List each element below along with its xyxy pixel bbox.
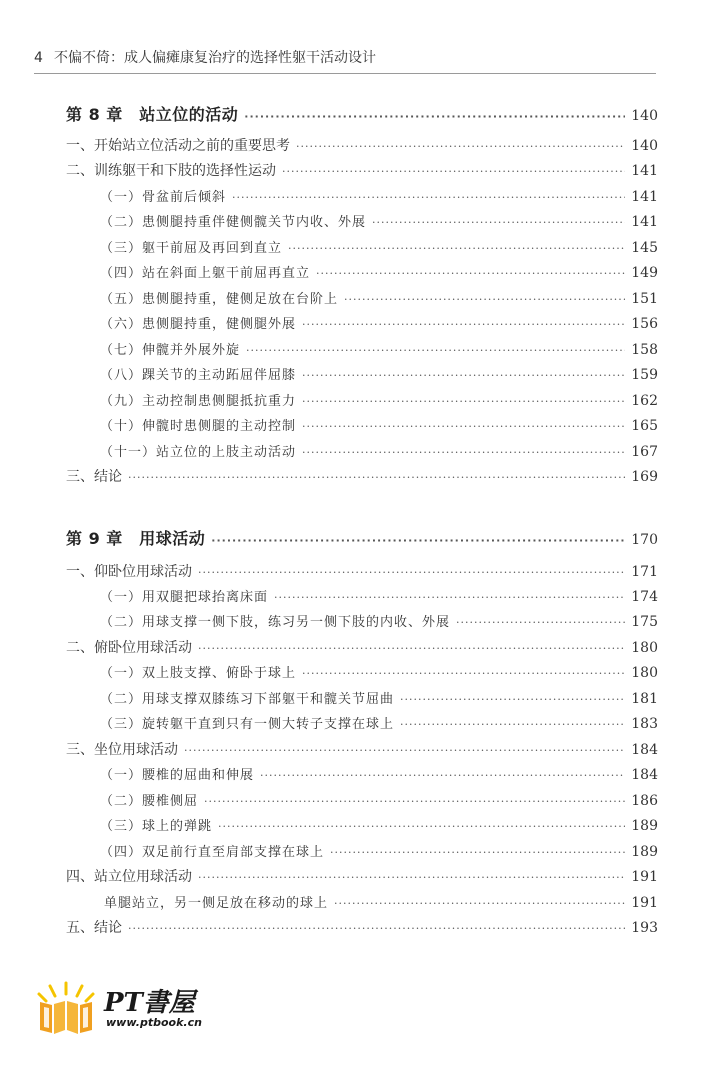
toc-label: （六）患侧腿持重，健侧腿外展 — [100, 317, 297, 332]
toc-subsection[interactable] — [100, 841, 658, 860]
toc-label: （八）踝关节的主动跖屈伴屈膝 — [100, 368, 297, 383]
toc-page: 170 — [631, 532, 658, 548]
toc-label: （二）用球支撑双膝练习下部躯干和髋关节屈曲 — [100, 692, 395, 707]
leader-dots — [302, 318, 625, 331]
toc-page: 189 — [631, 818, 658, 834]
toc-label: （一）用双腿把球抬离床面 — [100, 590, 269, 605]
toc-page: 180 — [631, 665, 658, 681]
leader-dots — [288, 242, 625, 255]
logo-brand: PT書屋 — [104, 988, 195, 1018]
toc-subsection[interactable] — [100, 815, 658, 834]
toc-label: 二、俯卧位用球活动 — [66, 640, 192, 656]
leader-dots — [246, 344, 625, 357]
toc-section[interactable] — [66, 160, 658, 180]
toc-section[interactable] — [66, 739, 658, 759]
book-title: 不偏不倚：成人偏瘫康复治疗的选择性躯干活动设计 — [54, 50, 376, 66]
toc-page: 165 — [631, 418, 658, 434]
leader-dots — [302, 420, 625, 433]
leader-dots — [198, 566, 625, 579]
toc-page: 171 — [631, 564, 658, 580]
toc-label: （五）患侧腿持重，健侧足放在台阶上 — [100, 292, 339, 307]
toc-section[interactable] — [66, 866, 658, 886]
toc-page: 141 — [631, 214, 658, 230]
leader-dots — [302, 369, 625, 382]
leader-dots — [274, 591, 625, 604]
leader-dots — [204, 795, 625, 808]
toc-label: （四）双足前行直至肩部支撑在球上 — [100, 845, 325, 860]
toc-label: 单腿站立，另一侧足放在移动的球上 — [104, 896, 329, 911]
toc-subsection[interactable] — [100, 688, 658, 707]
toc-label: 三、结论 — [66, 469, 122, 485]
toc-page: 141 — [631, 189, 658, 205]
leader-dots — [372, 216, 625, 229]
leader-dots — [456, 616, 625, 629]
leader-dots — [232, 191, 625, 204]
toc-section[interactable] — [66, 917, 658, 937]
toc-page: 183 — [631, 716, 658, 732]
toc-page: 141 — [631, 163, 658, 179]
toc-label: 四、站立位用球活动 — [66, 869, 192, 885]
toc-page: 193 — [631, 920, 658, 936]
page-number: 4 — [34, 50, 43, 66]
toc-label: 第 8 章 站立位的活动 — [66, 105, 239, 124]
leader-dots — [334, 897, 625, 910]
toc-page: 145 — [631, 240, 658, 256]
leader-dots — [330, 846, 625, 859]
leader-dots — [400, 693, 625, 706]
toc-subsection[interactable] — [100, 662, 658, 681]
toc-subsection[interactable] — [100, 415, 658, 434]
toc-page: 174 — [631, 589, 658, 605]
toc-page: 191 — [631, 895, 658, 911]
toc-page: 191 — [631, 869, 658, 885]
toc-label: （三）旋转躯干直到只有一侧大转子支撑在球上 — [100, 717, 395, 732]
toc-subsection[interactable] — [100, 262, 658, 281]
toc-label: （三）躯干前屈及再回到直立 — [100, 241, 283, 256]
toc-page: 151 — [631, 291, 658, 307]
toc-subsection[interactable] — [100, 237, 658, 256]
leader-dots — [198, 642, 625, 655]
toc-label: （十一）站立位的上肢主动活动 — [100, 445, 297, 460]
leader-dots — [296, 140, 625, 153]
toc-subsection[interactable] — [100, 186, 658, 205]
running-head — [34, 47, 656, 74]
toc-label: 第 9 章 用球活动 — [66, 529, 206, 548]
toc-subsection[interactable] — [100, 339, 658, 358]
leader-dots — [400, 718, 625, 731]
toc-subsection[interactable] — [100, 611, 658, 630]
toc-label: （九）主动控制患侧腿抵抗重力 — [100, 394, 297, 409]
toc-label: 五、结论 — [66, 920, 122, 936]
leader-dots — [184, 744, 625, 757]
toc-page: 140 — [631, 138, 658, 154]
toc-label: 二、训练躯干和下肢的选择性运动 — [66, 163, 276, 179]
toc-page: 184 — [631, 767, 658, 783]
toc-page: 175 — [631, 614, 658, 630]
toc-chapter[interactable] — [66, 102, 658, 125]
toc-section[interactable] — [66, 135, 658, 155]
leader-dots — [302, 395, 625, 408]
leader-dots — [302, 446, 625, 459]
toc-label: （三）球上的弹跳 — [100, 819, 213, 834]
toc-page: 140 — [631, 108, 658, 124]
toc-subsection[interactable] — [100, 364, 658, 383]
toc-subsection[interactable] — [100, 586, 658, 605]
toc-label: （一）双上肢支撑、俯卧于球上 — [100, 666, 297, 681]
toc-subsection[interactable] — [100, 390, 658, 409]
leader-dots — [128, 471, 625, 484]
toc-page: 169 — [631, 469, 658, 485]
sun-rays — [39, 983, 93, 1001]
toc-label: （四）站在斜面上躯干前屈再直立 — [100, 266, 311, 281]
toc-chapter[interactable] — [66, 526, 658, 549]
toc-subsection[interactable] — [100, 790, 658, 809]
toc-page: 149 — [631, 265, 658, 281]
toc-subsection[interactable] — [100, 288, 658, 307]
toc-page: 180 — [631, 640, 658, 656]
toc-subsection[interactable] — [100, 313, 658, 332]
toc-subsection[interactable] — [100, 441, 658, 460]
open-book-icon — [36, 980, 96, 1036]
leader-dots — [128, 922, 625, 935]
toc-page: 184 — [631, 742, 658, 758]
leader-dots — [344, 293, 625, 306]
toc-page: 167 — [631, 444, 658, 460]
toc-label: 一、开始站立位活动之前的重要思考 — [66, 138, 290, 154]
toc-section[interactable] — [66, 561, 658, 581]
toc-label: 三、坐位用球活动 — [66, 742, 178, 758]
leader-dots — [211, 534, 625, 547]
toc-page: 158 — [631, 342, 658, 358]
leader-dots — [218, 820, 625, 833]
toc-page: 186 — [631, 793, 658, 809]
toc-label: （二）腰椎侧屈 — [100, 794, 199, 809]
toc-subsection[interactable] — [100, 211, 658, 230]
toc-page: 159 — [631, 367, 658, 383]
toc-label: （一）骨盆前后倾斜 — [100, 190, 227, 205]
toc-section[interactable] — [66, 466, 658, 486]
leader-dots — [244, 110, 625, 123]
toc-label: （二）用球支撑一侧下肢，练习另一侧下肢的内收、外展 — [100, 615, 451, 630]
leader-dots — [316, 267, 625, 280]
logo-url: www.ptbook.cn — [106, 1016, 202, 1029]
toc-section[interactable] — [66, 637, 658, 657]
leader-dots — [282, 165, 625, 178]
toc-subsection[interactable] — [104, 892, 658, 911]
leader-dots — [260, 769, 625, 782]
leader-dots — [302, 667, 625, 680]
toc-page: 162 — [631, 393, 658, 409]
toc-label: （二）患侧腿持重伴健侧髋关节内收、外展 — [100, 215, 367, 230]
toc-label: （一）腰椎的屈曲和伸展 — [100, 768, 255, 783]
toc-page: 189 — [631, 844, 658, 860]
leader-dots — [198, 871, 625, 884]
toc-label: （十）伸髋时患侧腿的主动控制 — [100, 419, 297, 434]
toc-label: （七）伸髋并外展外旋 — [100, 343, 241, 358]
toc-subsection[interactable] — [100, 713, 658, 732]
watermark-logo — [36, 980, 216, 1036]
toc-page: 156 — [631, 316, 658, 332]
toc-label: 一、仰卧位用球活动 — [66, 564, 192, 580]
toc-page: 181 — [631, 691, 658, 707]
toc-subsection[interactable] — [100, 764, 658, 783]
